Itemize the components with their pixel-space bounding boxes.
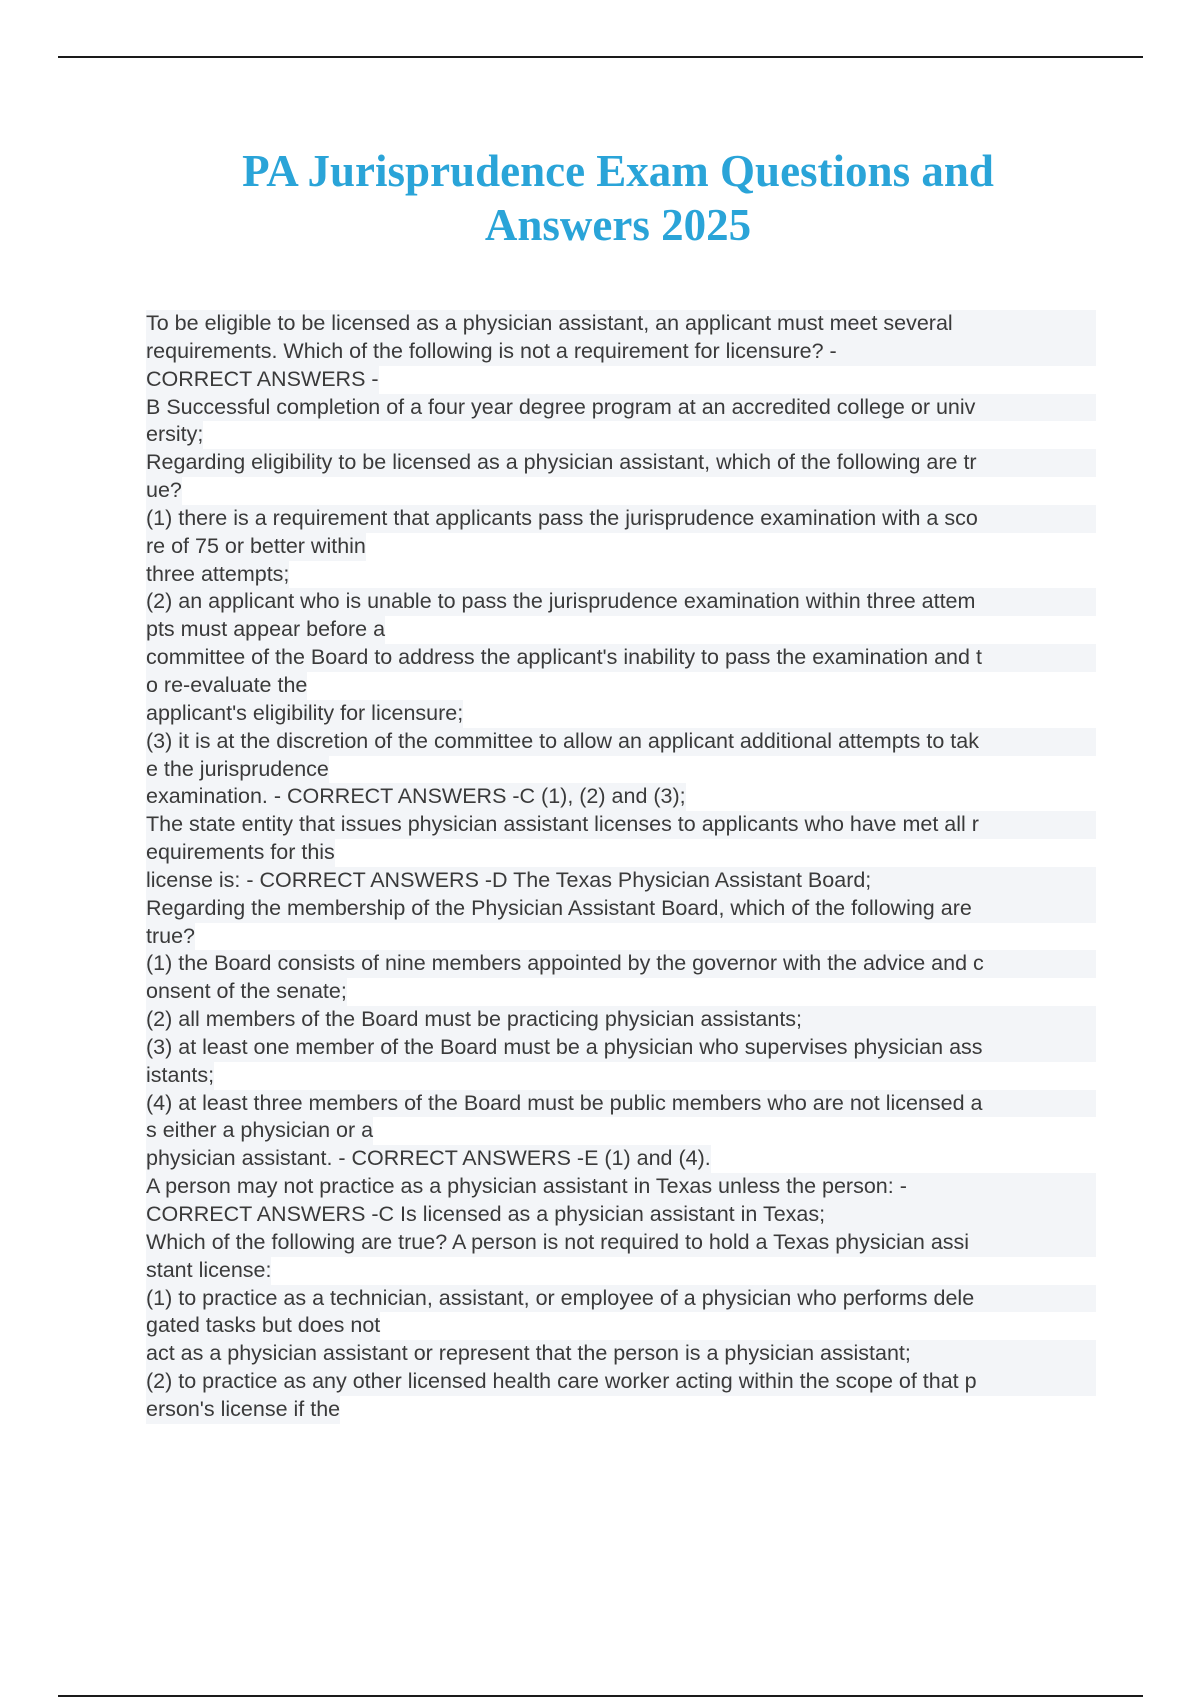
- title-line: PA Jurisprudence Exam Questions and: [242, 146, 994, 196]
- text-line: o re-evaluate the: [146, 672, 307, 700]
- text-line: (1) the Board consists of nine members appointed by the governor with the advice and c: [146, 950, 1096, 978]
- text-line: (4) at least three members of the Board must be public members who are not licensed a: [146, 1090, 1096, 1118]
- text-line: stant license:: [146, 1257, 271, 1285]
- text-line: gated tasks but does not: [146, 1312, 380, 1340]
- text-line: (3) at least one member of the Board must be a physician who supervises physician ass: [146, 1034, 1096, 1062]
- text-line: license is: - CORRECT ANSWERS -D The Texas Physician Assistant Board;: [146, 867, 1096, 895]
- text-line: CORRECT ANSWERS -: [146, 366, 379, 394]
- bottom-rule: [58, 1695, 1143, 1697]
- document-title: [0, 144, 1200, 252]
- text-line: (1) there is a requirement that applicants pass the jurisprudence examination with a sco: [146, 505, 1096, 533]
- text-line: pts must appear before a: [146, 616, 385, 644]
- text-line: CORRECT ANSWERS -C Is licensed as a physician assistant in Texas;: [146, 1201, 1096, 1229]
- text-line: three attempts;: [146, 561, 289, 589]
- text-line: e the jurisprudence: [146, 756, 329, 784]
- text-line: erson's license if the: [146, 1396, 340, 1424]
- text-line: ue?: [146, 477, 182, 505]
- text-line: (2) an applicant who is unable to pass the jurisprudence examination within three attem: [146, 588, 1096, 616]
- text-line: A person may not practice as a physician assistant in Texas unless the person: -: [146, 1173, 1096, 1201]
- text-line: B Successful completion of a four year degree program at an accredited college or univ: [146, 394, 1096, 422]
- text-line: onsent of the senate;: [146, 978, 347, 1006]
- text-line: applicant's eligibility for licensure;: [146, 700, 463, 728]
- text-line: equirements for this: [146, 839, 335, 867]
- document-body: [146, 310, 1096, 1424]
- title-line: Answers 2025: [484, 200, 752, 250]
- text-line: examination. - CORRECT ANSWERS -C (1), (2) and (3);: [146, 783, 686, 811]
- text-line: (1) to practice as a technician, assistant, or employee of a physician who performs dele: [146, 1285, 1096, 1313]
- text-line: physician assistant. - CORRECT ANSWERS -E (1) and (4).: [146, 1145, 711, 1173]
- text-line: (2) all members of the Board must be practicing physician assistants;: [146, 1006, 1096, 1034]
- text-line: Regarding eligibility to be licensed as a physician assistant, which of the following are tr: [146, 449, 1096, 477]
- text-line: committee of the Board to address the applicant's inability to pass the examination and t: [146, 644, 1096, 672]
- text-line: (2) to practice as any other licensed health care worker acting within the scope of that p: [146, 1368, 1096, 1396]
- text-line: To be eligible to be licensed as a physician assistant, an applicant must meet several: [146, 310, 1096, 338]
- text-line: re of 75 or better within: [146, 533, 366, 561]
- text-line: act as a physician assistant or represent that the person is a physician assistant;: [146, 1340, 1096, 1368]
- text-line: ersity;: [146, 421, 203, 449]
- text-line: requirements. Which of the following is not a requirement for licensure? -: [146, 338, 1096, 366]
- text-line: true?: [146, 923, 195, 951]
- text-line: Regarding the membership of the Physician Assistant Board, which of the following are: [146, 895, 1096, 923]
- text-line: (3) it is at the discretion of the committee to allow an applicant additional attempts to tak: [146, 728, 1096, 756]
- top-rule: [58, 56, 1143, 58]
- text-line: Which of the following are true? A person is not required to hold a Texas physician assi: [146, 1229, 1096, 1257]
- text-line: istants;: [146, 1062, 214, 1090]
- text-line: s either a physician or a: [146, 1117, 373, 1145]
- text-line: The state entity that issues physician assistant licenses to applicants who have met all r: [146, 811, 1096, 839]
